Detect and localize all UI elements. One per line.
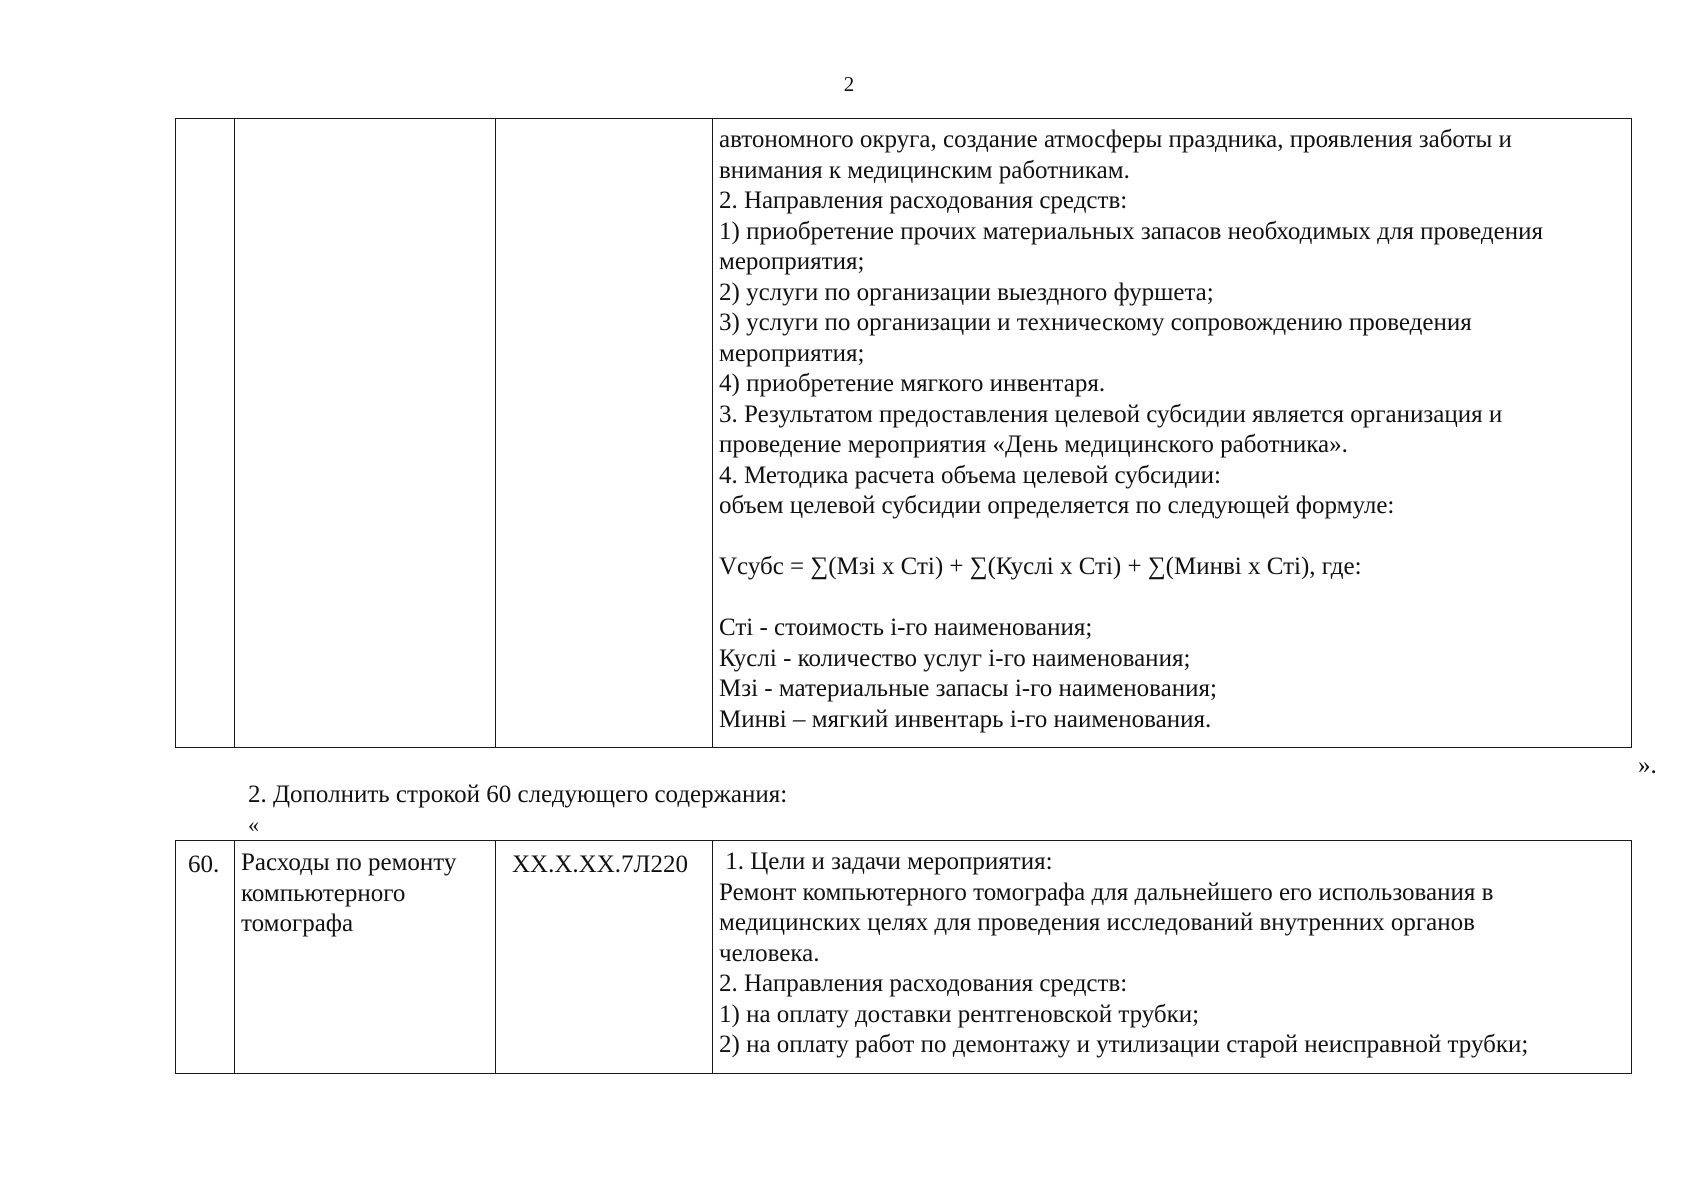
description-line: 2. Направления расходования средств: <box>719 187 1128 214</box>
description-line: мероприятия; <box>719 248 865 275</box>
description-line: проведение мероприятия «День медицинского работника». <box>719 431 1348 458</box>
description-line: 3) услуги по организации и техническому сопровождению проведения <box>719 309 1472 336</box>
formula-line: Vсубс = ∑(Мзi х Стi) + ∑(Куслi х Стi) + ∑(Минвi х Стi), где: <box>719 553 1362 580</box>
description-line: Минвi – мягкий инвентарь i-го наименования. <box>719 705 1212 733</box>
description-line: Ремонт компьютерного томографа для дальнейшего его использования в <box>719 878 1494 906</box>
row-code <box>496 119 712 128</box>
description-line <box>719 522 1625 553</box>
row-description-cell <box>713 119 1632 748</box>
row-number-cell <box>176 841 235 1074</box>
description-line: 4) приобретение мягкого инвентаря. <box>719 370 1106 397</box>
description-line: 1. Цели и задачи мероприятия: <box>719 848 1053 875</box>
description-line: 1) на оплату доставки рентгеновской трубки; <box>719 1000 1200 1028</box>
description-line: медицинских целях для проведения исследований внутренних органов <box>719 909 1475 936</box>
description-line: 4. Методика расчета объема целевой субсидии: <box>719 461 1222 489</box>
row-name-cell <box>235 119 496 748</box>
description-line: 1) приобретение прочих материальных запасов необходимых для проведения <box>719 217 1543 245</box>
name-line: томографа <box>241 910 354 937</box>
row-name <box>235 841 495 944</box>
row-number <box>176 119 234 128</box>
row-code: ХХ.Х.ХХ.7Л220 <box>512 851 688 878</box>
name-line: Расходы по ремонту <box>241 849 457 876</box>
description-line: автономного округа, создание атмосферы праздника, проявления заботы и <box>719 126 1512 153</box>
amendment-instruction: 2. Дополнить строкой 60 следующего содержания: <box>248 781 788 808</box>
description-line <box>719 583 1625 614</box>
row-description-cell <box>713 841 1632 1074</box>
row-description <box>713 841 1631 1065</box>
expense-table-continuation <box>175 118 1632 748</box>
description-line: 2) услуги по организации выездного фуршета; <box>719 278 1214 306</box>
row-number: 60. <box>188 851 220 878</box>
description-line: объем целевой субсидии определяется по следующей формуле: <box>719 492 1395 519</box>
page-number: 2 <box>843 72 855 96</box>
row-code-cell <box>496 841 713 1074</box>
table-row <box>176 119 1632 748</box>
row-name <box>235 119 495 130</box>
description-line: Мзi - материальные запасы i-го наименования; <box>719 675 1217 702</box>
row-name-cell <box>235 841 496 1074</box>
closing-quote-mark: ». <box>1638 752 1657 779</box>
row-code-cell <box>496 119 713 748</box>
description-line: 2. Направления расходования средств: <box>719 970 1128 997</box>
description-line: Куслi - количество услуг i-го наименования; <box>719 644 1191 672</box>
description-line: 2) на оплату работ по демонтажу и утилизации старой неисправной трубки; <box>719 1031 1529 1058</box>
name-line: компьютерного <box>241 879 406 907</box>
description-line: внимания к медицинским работникам. <box>719 156 1130 184</box>
table-row <box>176 841 1632 1074</box>
opening-quote-mark: « <box>248 812 259 837</box>
description-line: Стi - стоимость i-го наименования; <box>719 614 1093 641</box>
expense-table-new-row <box>175 840 1632 1074</box>
description-line: мероприятия; <box>719 339 865 367</box>
row-number-cell <box>176 119 235 748</box>
description-line: 3. Результатом предоставления целевой субсидии является организация и <box>719 400 1503 428</box>
row-description <box>713 119 1631 739</box>
description-line: человека. <box>719 939 820 967</box>
